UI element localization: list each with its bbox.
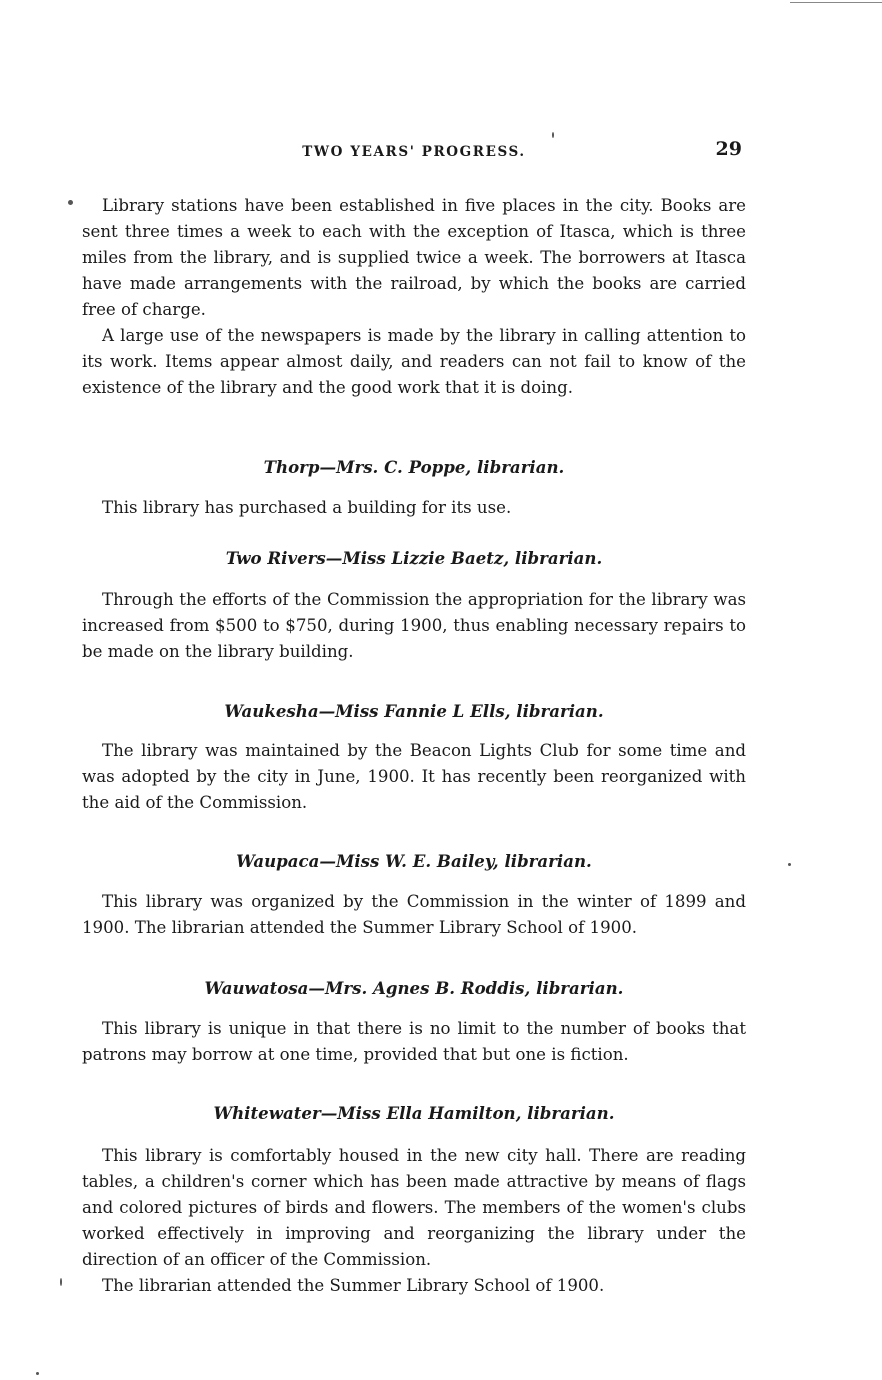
ink-speck [68,200,73,205]
ink-speck [552,132,554,138]
paragraph-library-stations: Library stations have been established in five places in the city. Books are sent three times a week to each with the exception of Itasca, which is three miles from the library, and is supplied twice a week. The borrowers at Itasca have made arrangements with the railroad, by which the books are carried free of charge. [82,196,746,319]
ink-speck [788,863,791,866]
paragraph-wauwatosa: This library is unique in that there is no limit to the number of books that patrons may borrow at one time, provided that but one is fiction. [82,1019,746,1064]
heading-whitewater: Whitewater—Miss Ella Hamilton, librarian. [213,1103,615,1123]
paragraph-whitewater-librarian: The librarian attended the Summer Library School of 1900. [102,1276,605,1295]
heading-waupaca: Waupaca—Miss W. E. Bailey, librarian. [236,851,592,871]
heading-two-rivers: Two Rivers—Miss Lizzie Baetz, librarian. [225,548,603,568]
heading-wauwatosa: Wauwatosa—Mrs. Agnes B. Roddis, librarian. [204,978,624,998]
paragraph-two-rivers: Through the efforts of the Commission the appropriation for the library was increased from $500 to $750, during 1900, thus enabling necessary repairs to be made on the library building. [82,590,746,661]
scan-edge-mark [790,2,882,3]
page-number: 29 [715,138,742,160]
paragraph-waukesha: The library was maintained by the Beacon Lights Club for some time and was adopted by the city in June, 1900. It has recently been reorganized with the aid of the Commission. [82,741,746,812]
paragraph-thorp: This library has purchased a building for its use. [102,498,512,517]
heading-thorp: Thorp—Mrs. C. Poppe, librarian. [263,457,565,477]
running-title: TWO YEARS' PROGRESS. [302,144,526,160]
ink-speck [60,1278,62,1286]
paragraph-waupaca: This library was organized by the Commission in the winter of 1899 and 1900. The librarian attended the Summer Library School of 1900. [82,892,746,937]
paragraph-newspapers: A large use of the newspapers is made by the library in calling attention to its work. Items appear almost daily, and readers can not fail to know of the existence of the library and the good work that it is doing. [82,326,746,397]
paragraph-whitewater: This library is comfortably housed in the new city hall. There are reading tables, a children's corner which has been made attractive by means of flags and colored pictures of birds and flowers. The members of the women's clubs worked effectively in improving and reorganizing the library under the direction of an officer of the Commission. [82,1146,746,1269]
ink-speck [36,1372,39,1375]
heading-waukesha: Waukesha—Miss Fannie L Ells, librarian. [224,701,604,721]
running-head [82,138,746,168]
